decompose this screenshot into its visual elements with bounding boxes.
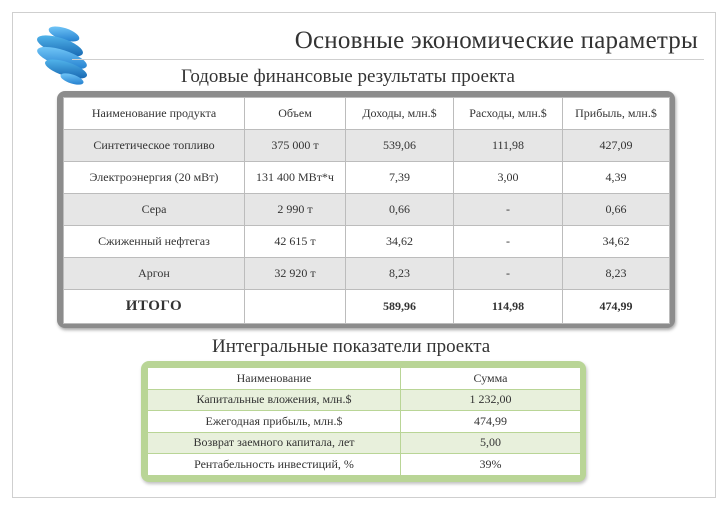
table-row [64, 194, 670, 226]
total-cell: 114,98 [454, 290, 563, 324]
table-cell: 131 400 МВт*ч [245, 162, 346, 194]
table-cell: 5,00 [401, 432, 581, 454]
table-cell: Сжиженный нефтегаз [64, 226, 245, 258]
integral-indicators-table-frame [141, 361, 586, 482]
table-cell: 32 920 т [245, 258, 346, 290]
table-header-row [148, 368, 581, 390]
total-label: ИТОГО [64, 290, 245, 324]
table-cell: Электроэнергия (20 мВт) [64, 162, 245, 194]
table-row [148, 454, 581, 476]
table-cell: 111,98 [454, 130, 563, 162]
column-header: Наименование [148, 368, 401, 390]
financial-results-title: Годовые финансовые результаты проекта [181, 66, 515, 87]
table-row [64, 162, 670, 194]
table-header-row [64, 98, 670, 130]
table-cell: 474,99 [401, 411, 581, 433]
table-cell: 34,62 [563, 226, 670, 258]
financial-results-table [63, 97, 670, 324]
table-cell: - [454, 226, 563, 258]
financial-results-table-frame [57, 91, 675, 328]
table-cell: Капитальные вложения, млн.$ [148, 389, 401, 411]
table-cell: 42 615 т [245, 226, 346, 258]
table-cell: 8,23 [346, 258, 454, 290]
table-cell: 2 990 т [245, 194, 346, 226]
table-cell: Аргон [64, 258, 245, 290]
total-cell: 474,99 [563, 290, 670, 324]
table-row [148, 411, 581, 433]
table-cell: 7,39 [346, 162, 454, 194]
table-cell: 0,66 [563, 194, 670, 226]
table-cell: 3,00 [454, 162, 563, 194]
table-cell: Синтетическое топливо [64, 130, 245, 162]
table-cell: Рентабельность инвестиций, % [148, 454, 401, 476]
table-cell: 39% [401, 454, 581, 476]
page-title: Основные экономические параметры [294, 27, 698, 54]
column-header: Объем [245, 98, 346, 130]
total-row [64, 290, 670, 324]
table-row [64, 226, 670, 258]
integral-indicators-table [147, 367, 581, 476]
column-header: Расходы, млн.$ [454, 98, 563, 130]
table-cell: - [454, 258, 563, 290]
table-cell: Возврат заемного капитала, лет [148, 432, 401, 454]
integral-indicators-title: Интегральные показатели проекта [212, 336, 491, 357]
table-row [148, 432, 581, 454]
table-cell: Ежегодная прибыль, млн.$ [148, 411, 401, 433]
column-header: Сумма [401, 368, 581, 390]
table-row [64, 130, 670, 162]
table-cell: 8,23 [563, 258, 670, 290]
table-cell: 1 232,00 [401, 389, 581, 411]
table-cell: - [454, 194, 563, 226]
table-row [148, 389, 581, 411]
column-header: Наименование продукта [64, 98, 245, 130]
column-header: Прибыль, млн.$ [563, 98, 670, 130]
table-cell: 34,62 [346, 226, 454, 258]
table-cell: 375 000 т [245, 130, 346, 162]
table-cell: 0,66 [346, 194, 454, 226]
total-cell: 589,96 [346, 290, 454, 324]
table-cell: 539,06 [346, 130, 454, 162]
table-cell [245, 290, 346, 324]
table-cell: Сера [64, 194, 245, 226]
table-cell: 4,39 [563, 162, 670, 194]
table-cell: 427,09 [563, 130, 670, 162]
column-header: Доходы, млн.$ [346, 98, 454, 130]
table-row [64, 258, 670, 290]
